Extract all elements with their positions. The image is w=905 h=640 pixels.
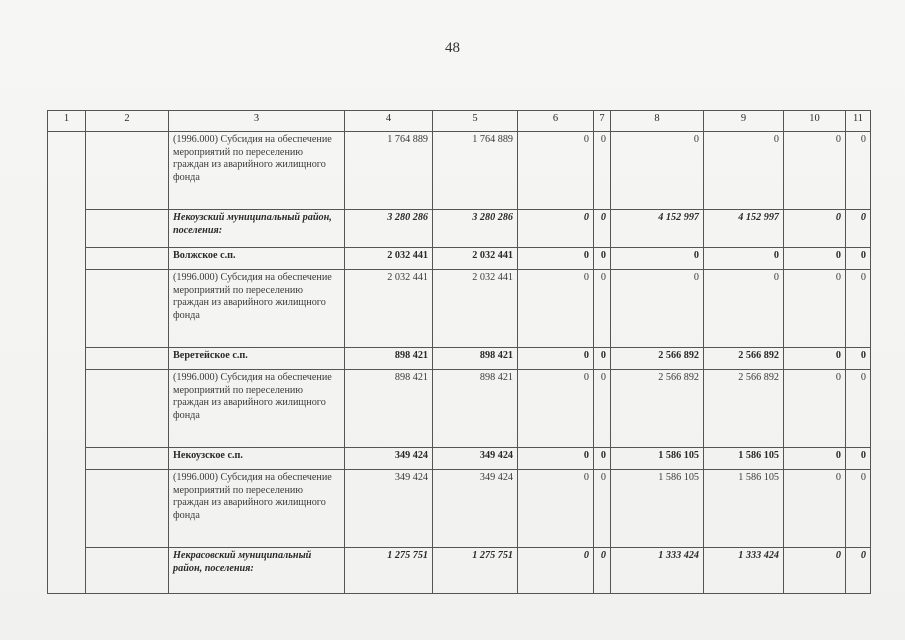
column-header: 9 (704, 111, 784, 132)
row-label-cell: Некоузское с.п. (169, 448, 345, 470)
column-header: 10 (784, 111, 846, 132)
value-cell-c4: 2 032 441 (345, 248, 433, 270)
column-2-cell (86, 470, 169, 548)
value-cell-c11: 0 (846, 210, 871, 248)
column-number-row (48, 111, 871, 132)
table-row (48, 210, 871, 248)
table-row (48, 270, 871, 348)
value-cell-c9: 0 (704, 132, 784, 210)
value-cell-c4: 349 424 (345, 448, 433, 470)
value-cell-c6: 0 (518, 210, 594, 248)
column-2-cell (86, 248, 169, 270)
value-cell-c8: 2 566 892 (611, 348, 704, 370)
value-cell-c6: 0 (518, 132, 594, 210)
value-cell-c5: 349 424 (433, 448, 518, 470)
column-2-cell (86, 548, 169, 594)
value-cell-c5: 2 032 441 (433, 248, 518, 270)
value-cell-c8: 1 586 105 (611, 448, 704, 470)
value-cell-c10: 0 (784, 548, 846, 594)
value-cell-c4: 898 421 (345, 348, 433, 370)
value-cell-c8: 0 (611, 248, 704, 270)
table-row (48, 132, 871, 210)
value-cell-c9: 1 333 424 (704, 548, 784, 594)
column-header: 4 (345, 111, 433, 132)
column-1-cell (48, 132, 86, 594)
value-cell-c7: 0 (594, 132, 611, 210)
budget-table (47, 110, 871, 594)
value-cell-c11: 0 (846, 132, 871, 210)
value-cell-c9: 1 586 105 (704, 470, 784, 548)
row-label-cell: Некрасовский муниципальный район, поселения: (169, 548, 345, 594)
value-cell-c7: 0 (594, 370, 611, 448)
value-cell-c4: 3 280 286 (345, 210, 433, 248)
value-cell-c4: 2 032 441 (345, 270, 433, 348)
column-2-cell (86, 370, 169, 448)
value-cell-c7: 0 (594, 248, 611, 270)
value-cell-c8: 4 152 997 (611, 210, 704, 248)
column-2-cell (86, 348, 169, 370)
table-row (48, 370, 871, 448)
value-cell-c5: 1 764 889 (433, 132, 518, 210)
column-2-cell (86, 132, 169, 210)
column-header: 2 (86, 111, 169, 132)
value-cell-c6: 0 (518, 448, 594, 470)
value-cell-c8: 0 (611, 270, 704, 348)
value-cell-c5: 898 421 (433, 370, 518, 448)
column-header: 11 (846, 111, 871, 132)
value-cell-c5: 3 280 286 (433, 210, 518, 248)
value-cell-c11: 0 (846, 248, 871, 270)
value-cell-c7: 0 (594, 548, 611, 594)
value-cell-c10: 0 (784, 248, 846, 270)
value-cell-c4: 349 424 (345, 470, 433, 548)
value-cell-c4: 898 421 (345, 370, 433, 448)
row-label-cell: (1996.000) Субсидия на обеспечение мероприятий по переселению граждан из аварийного жилищного фонда (169, 370, 345, 448)
value-cell-c10: 0 (784, 370, 846, 448)
column-header: 5 (433, 111, 518, 132)
value-cell-c8: 2 566 892 (611, 370, 704, 448)
value-cell-c7: 0 (594, 470, 611, 548)
table-row (48, 548, 871, 594)
value-cell-c7: 0 (594, 448, 611, 470)
value-cell-c10: 0 (784, 132, 846, 210)
value-cell-c6: 0 (518, 270, 594, 348)
value-cell-c9: 0 (704, 270, 784, 348)
value-cell-c9: 0 (704, 248, 784, 270)
value-cell-c11: 0 (846, 348, 871, 370)
value-cell-c4: 1 764 889 (345, 132, 433, 210)
value-cell-c6: 0 (518, 348, 594, 370)
row-label-cell: (1996.000) Субсидия на обеспечение мероприятий по переселению граждан из аварийного жилищного фонда (169, 470, 345, 548)
value-cell-c7: 0 (594, 270, 611, 348)
column-header: 1 (48, 111, 86, 132)
value-cell-c7: 0 (594, 348, 611, 370)
value-cell-c4: 1 275 751 (345, 548, 433, 594)
row-label-cell: Волжское с.п. (169, 248, 345, 270)
value-cell-c8: 1 586 105 (611, 470, 704, 548)
row-label-cell: Веретейское с.п. (169, 348, 345, 370)
value-cell-c11: 0 (846, 470, 871, 548)
value-cell-c11: 0 (846, 370, 871, 448)
column-2-cell (86, 448, 169, 470)
value-cell-c10: 0 (784, 270, 846, 348)
column-header: 6 (518, 111, 594, 132)
value-cell-c5: 349 424 (433, 470, 518, 548)
value-cell-c10: 0 (784, 470, 846, 548)
value-cell-c9: 2 566 892 (704, 370, 784, 448)
value-cell-c8: 0 (611, 132, 704, 210)
column-2-cell (86, 210, 169, 248)
value-cell-c11: 0 (846, 548, 871, 594)
row-label-cell: (1996.000) Субсидия на обеспечение мероприятий по переселению граждан из аварийного жилищного фонда (169, 132, 345, 210)
value-cell-c8: 1 333 424 (611, 548, 704, 594)
table-body (48, 132, 871, 594)
value-cell-c6: 0 (518, 548, 594, 594)
value-cell-c5: 898 421 (433, 348, 518, 370)
value-cell-c6: 0 (518, 248, 594, 270)
value-cell-c11: 0 (846, 270, 871, 348)
value-cell-c9: 1 586 105 (704, 448, 784, 470)
table-row (48, 248, 871, 270)
column-header: 3 (169, 111, 345, 132)
value-cell-c9: 4 152 997 (704, 210, 784, 248)
column-header: 7 (594, 111, 611, 132)
value-cell-c5: 2 032 441 (433, 270, 518, 348)
row-label-cell: Некоузский муниципальный район, поселения: (169, 210, 345, 248)
table-row (48, 348, 871, 370)
value-cell-c10: 0 (784, 210, 846, 248)
value-cell-c7: 0 (594, 210, 611, 248)
table-row (48, 448, 871, 470)
page-number: 48 (445, 40, 460, 56)
value-cell-c6: 0 (518, 370, 594, 448)
value-cell-c6: 0 (518, 470, 594, 548)
value-cell-c11: 0 (846, 448, 871, 470)
value-cell-c5: 1 275 751 (433, 548, 518, 594)
row-label-cell: (1996.000) Субсидия на обеспечение мероприятий по переселению граждан из аварийного жилищного фонда (169, 270, 345, 348)
value-cell-c9: 2 566 892 (704, 348, 784, 370)
column-header: 8 (611, 111, 704, 132)
table-row (48, 470, 871, 548)
column-2-cell (86, 270, 169, 348)
value-cell-c10: 0 (784, 348, 846, 370)
value-cell-c10: 0 (784, 448, 846, 470)
